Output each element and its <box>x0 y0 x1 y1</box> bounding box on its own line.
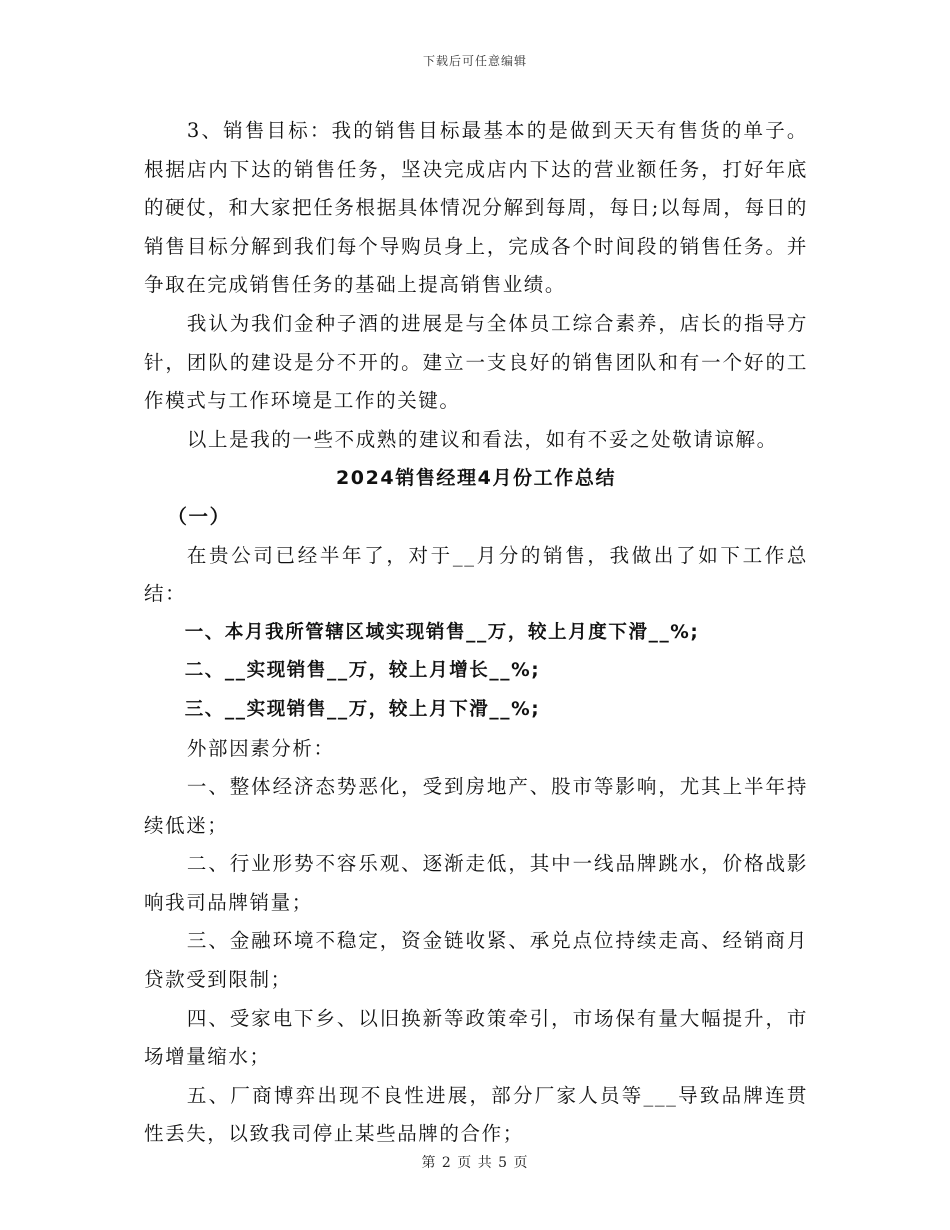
paragraph-intro: 在贵公司已经半年了，对于__月分的销售，我做出了如下工作总结： <box>144 543 808 606</box>
summary-item-3: 三、__实现销售__万，较上月下滑__%; <box>184 698 541 720</box>
page-footer: 第 2 页 共 5 页 <box>421 1155 529 1171</box>
document-body <box>144 112 808 1154</box>
paragraph-sales-target: 3、销售目标：我的销售目标最基本的是做到天天有售货的单子。根据店内下达的销售任务，坚决完成店内下达的营业额任务，打好年底的硬仗，和大家把任务根据具体情况分解到每周，每日;以每周，每日的销售目标分解到我们每个导购员身上，完成各个时间段的销售任务。并争取在完成销售任务的基础上提高销售业绩。 <box>144 119 808 297</box>
factor-item-4: 四、受家电下乡、以旧换新等政策牵引，市场保有量大幅提升，市场增量缩水； <box>144 1006 808 1069</box>
paragraph-external-factors: 外部因素分析： <box>186 736 335 760</box>
factor-item-5: 五、厂商博弈出现不良性进展，部分厂家人员等___导致品牌连贯性丢失，以致我司停止某些品牌的合作； <box>144 1083 808 1146</box>
page-header: 下载后可任意编辑 <box>422 54 527 68</box>
factor-item-1: 一、整体经济态势恶化，受到房地产、股市等影响，尤其上半年持续低迷； <box>144 775 808 837</box>
section-title: 2024销售经理4月份工作总结 <box>335 467 617 490</box>
paragraph-team-opinion: 我认为我们金种子酒的进展是与全体员工综合素养，店长的指导方针，团队的建设是分不开的。建立一支良好的销售团队和有一个好的工作模式与工作环境是工作的关键。 <box>144 311 808 413</box>
summary-item-2: 二、__实现销售__万，较上月增长__%; <box>184 660 541 682</box>
paragraph-closing: 以上是我的一些不成熟的建议和看法，如有不妥之处敬请谅解。 <box>186 427 778 451</box>
factor-item-2: 二、行业形势不容乐观、逐渐走低，其中一线品牌跳水，价格战影响我司品牌销量； <box>144 852 808 914</box>
section-subheading: （一） <box>167 504 231 528</box>
factor-item-3: 三、金融环境不稳定，资金链收紧、承兑点位持续走高、经销商月贷款受到限制； <box>144 929 808 992</box>
summary-item-1: 一、本月我所管辖区域实现销售__万，较上月度下滑__%; <box>184 621 700 643</box>
